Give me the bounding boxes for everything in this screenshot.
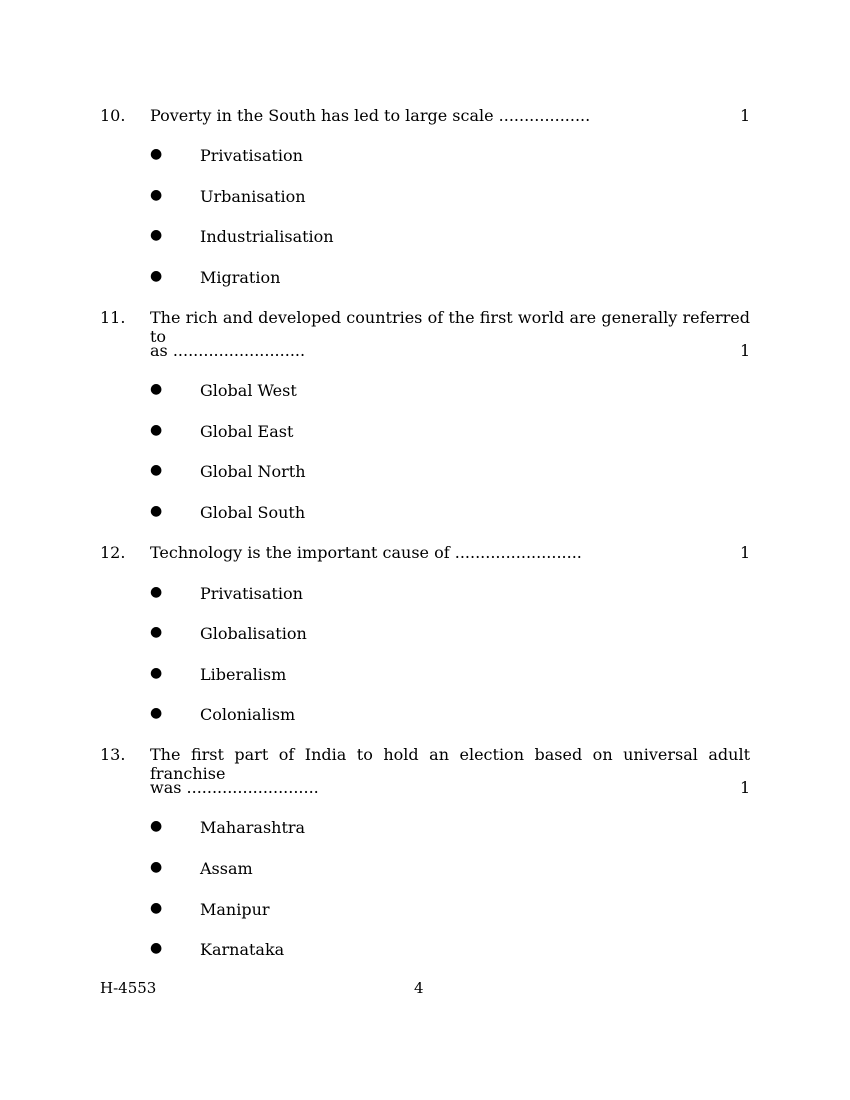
bullet-icon: ● [150, 187, 163, 203]
bullet-icon: ● [150, 227, 163, 243]
option-text: Colonialism [200, 705, 296, 724]
option-text: Privatisation [200, 146, 303, 165]
question-text-continuation: as .......................... [150, 341, 306, 360]
option-text: Urbanisation [200, 187, 306, 206]
bullet-icon: ● [150, 146, 163, 162]
bullet-icon: ● [150, 665, 163, 681]
bullet-icon: ● [150, 940, 163, 956]
option-text: Manipur [200, 900, 270, 919]
paper-code: H-4553 [100, 979, 157, 997]
bullet-icon: ● [150, 422, 163, 438]
option-text: Global North [200, 462, 306, 481]
option-text: Global West [200, 381, 297, 400]
question-number: 13. [100, 745, 126, 764]
option-text: Maharashtra [200, 818, 306, 837]
option-text: Global East [200, 422, 294, 441]
question-number: 12. [100, 543, 126, 562]
question-number: 10. [100, 106, 126, 125]
bullet-icon: ● [150, 900, 163, 916]
option-text: Global South [200, 503, 306, 522]
question-text: The rich and developed countries of the first world are generally referred to [150, 308, 750, 346]
option-text: Industrialisation [200, 227, 334, 246]
option-text: Assam [200, 859, 253, 878]
bullet-icon: ● [150, 584, 163, 600]
bullet-icon: ● [150, 705, 163, 721]
bullet-icon: ● [150, 624, 163, 640]
question-marks: 1 [740, 106, 751, 125]
question-marks: 1 [740, 778, 751, 797]
question-number: 11. [100, 308, 126, 327]
bullet-icon: ● [150, 859, 163, 875]
question-text: Technology is the important cause of ......................... [150, 543, 582, 562]
bullet-icon: ● [150, 818, 163, 834]
question-marks: 1 [740, 341, 751, 360]
page-number: 4 [414, 979, 424, 997]
question-text: The first part of India to hold an election based on universal adult franchise [150, 745, 750, 783]
bullet-icon: ● [150, 268, 163, 284]
bullet-icon: ● [150, 381, 163, 397]
option-text: Liberalism [200, 665, 287, 684]
question-marks: 1 [740, 543, 751, 562]
question-text: Poverty in the South has led to large scale .................. [150, 106, 591, 125]
option-text: Karnataka [200, 940, 285, 959]
bullet-icon: ● [150, 503, 163, 519]
question-text-continuation: was .......................... [150, 778, 319, 797]
option-text: Globalisation [200, 624, 307, 643]
bullet-icon: ● [150, 462, 163, 478]
option-text: Privatisation [200, 584, 303, 603]
option-text: Migration [200, 268, 281, 287]
